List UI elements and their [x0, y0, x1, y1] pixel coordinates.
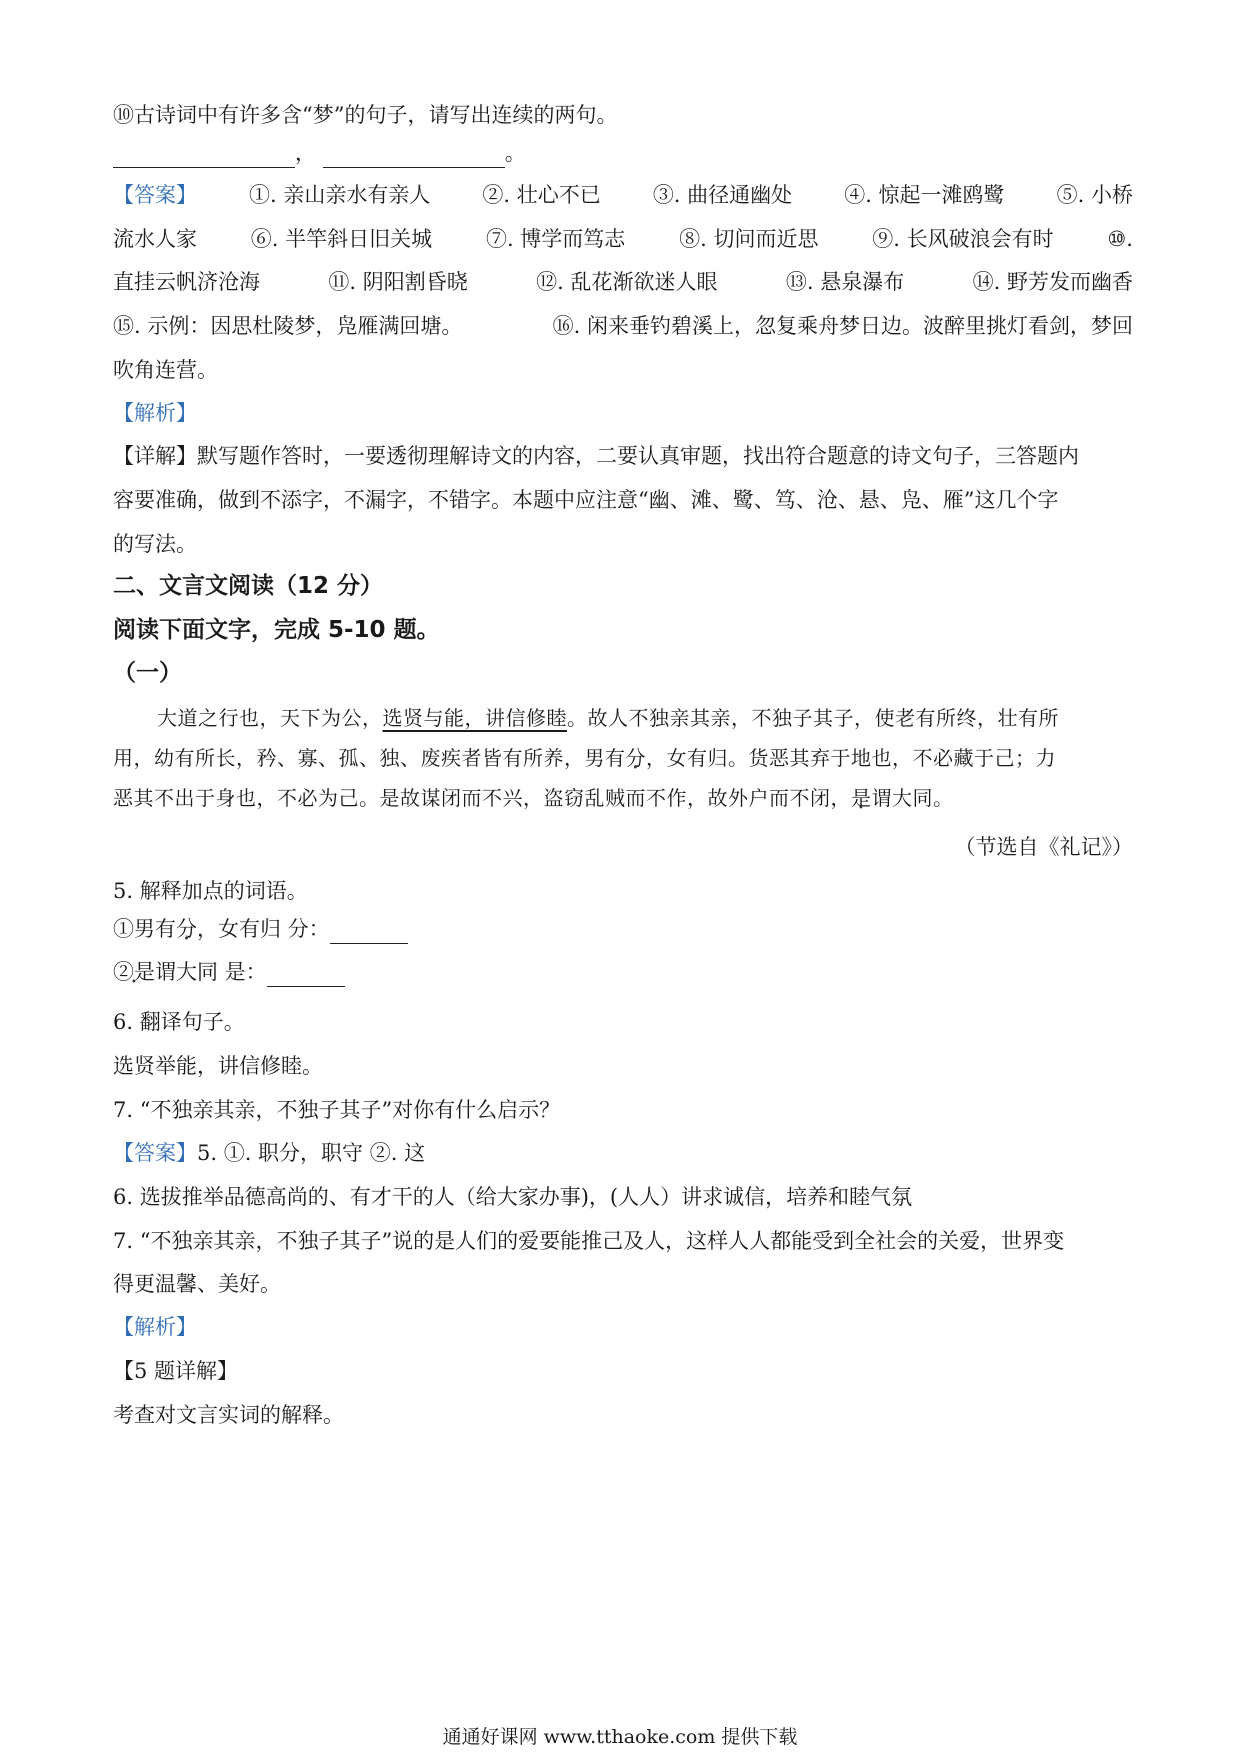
blank-2[interactable]	[323, 145, 505, 168]
answer-row-3	[113, 267, 1133, 297]
answer-item: ⑨. 长风破浪会有时	[872, 227, 1054, 251]
question-10: ⑩古诗词中有许多含“梦”的句子，请写出连续的两句。	[113, 103, 618, 127]
question-text: 谓大同 是：	[155, 960, 267, 984]
blank-1[interactable]	[113, 145, 295, 168]
section-instruction: 阅读下面文字，完成 5-10 题。	[113, 617, 440, 643]
analysis-text: 的写法。	[113, 532, 197, 556]
answer-item: ⑪. 阴阳割昏晓	[328, 270, 468, 294]
question-5: 5. 解释加点的词语。	[113, 879, 308, 903]
footer-watermark: 通通好课网 www.tthaoke.com 提供下载	[442, 1726, 798, 1748]
answer-item: 流水人家	[113, 227, 197, 251]
question-text: ①男有	[113, 917, 176, 941]
answer-7: 7. “不独亲其亲，不独子其子”说的是人们的爱要能推己及人，这样人人都能受到全社会的关爱，世界变	[113, 1229, 1065, 1253]
answer-item: ⑯. 闲来垂钓碧溪上，忽复乘舟梦日边。波醉里挑灯看剑，梦回	[552, 314, 1133, 338]
answer-item: ⑫. 乱花渐欲迷人眼	[536, 270, 718, 294]
answer-6: 6. 选拔推举品德高尚的、有才干的人（给大家办事)，(人人）讲求诚信，培养和睦气氛	[113, 1185, 913, 1209]
passage-source: （节选自《礼记》）	[954, 835, 1133, 859]
answer-item: 直挂云帆济沧海	[113, 270, 260, 294]
passage-text: 用，幼有所长，矜、寡、孤、独、废疾者皆有所养，男有	[113, 746, 626, 770]
underlined-sentence: 选贤与能，讲信修睦	[382, 706, 567, 730]
answer-blank[interactable]	[267, 964, 345, 987]
q5-detail-heading: 【5 题详解】	[113, 1359, 239, 1383]
passage-text: ，女有归。货恶其弃于地也，不必藏于己；力	[646, 746, 1056, 770]
passage-text: 大道之行也，天下为公，	[157, 706, 383, 730]
answer-7-cont: 得更温馨、美好。	[113, 1272, 281, 1296]
answer-item: ①. 亲山亲水有亲人	[249, 183, 431, 207]
question-6: 6. 翻译句子。	[113, 1010, 245, 1034]
blank-separator: ，	[295, 141, 316, 165]
dotted-word: 是	[851, 786, 872, 810]
answer-item: ④. 惊起一滩鸥鹭	[844, 183, 1005, 207]
analysis-text: 【详解】默写题作答时，一要透彻理解诗文的内容，二要认真审题，找出符合题意的诗文句子，三答题内	[113, 444, 1079, 468]
answer-text: 5. ①. 职分，职守 ②. 这	[197, 1141, 426, 1165]
question-5-1	[113, 914, 1133, 944]
answer-blanks	[113, 138, 1133, 168]
answer-item: ⑦. 博学而笃志	[485, 227, 626, 251]
question-5-2	[113, 957, 1133, 987]
answer-item: ⑤. 小桥	[1056, 183, 1133, 207]
analysis-text: 容要准确，做到不添字，不漏字，不错字。本题中应注意“幽、滩、鹭、笃、沧、悬、凫、雁”这几个字	[113, 488, 1059, 512]
answer-item: ⑬. 悬泉瀑布	[785, 270, 905, 294]
q5-detail-text: 考查对文言实词的解释。	[113, 1403, 344, 1427]
passage-text: 。故人不独亲其亲，不独子其子，使老有所终，壮有所	[567, 706, 1059, 730]
answer-blank[interactable]	[330, 921, 408, 944]
blank-end: 。	[504, 141, 526, 165]
answer-label: 【答案】	[113, 183, 197, 207]
answer-item: ⑩.	[1107, 227, 1133, 251]
answer-item: ⑭. 野芳发而幽香	[972, 270, 1133, 294]
analysis-label: 【解析】	[113, 401, 197, 425]
answer-label: 【答案】	[113, 1141, 197, 1165]
answer-item: ⑧. 切问而近思	[679, 227, 819, 251]
question-text: ，女有归 分：	[197, 917, 330, 941]
question-7: 7. “不独亲其亲，不独子其子”对你有什么启示？	[113, 1098, 561, 1122]
answer-item: ⑮. 示例：因思杜陵梦，凫雁满回塘。	[113, 314, 463, 338]
answer-row-5: 吹角连营。	[113, 358, 218, 382]
section-title: 二、文言文阅读（12 分）	[113, 573, 384, 599]
dotted-word: ②是 •	[113, 960, 155, 984]
part-heading: （一）	[113, 660, 182, 686]
answer-row-2	[113, 224, 1133, 254]
answer-row-4	[113, 311, 1133, 341]
question-6-sentence: 选贤举能，讲信修睦。	[113, 1054, 323, 1078]
passage-line-2	[113, 743, 1133, 773]
passage-text: 谓大同。	[871, 786, 954, 810]
passage-text: 恶其不出于身也，不必为己。是故谋闭而不兴，盗窃乱贼而不作，故外户而不闭，	[113, 786, 851, 810]
answer-row-1	[113, 180, 1133, 210]
passage-line-3	[113, 783, 1133, 813]
dotted-word: 分	[625, 746, 646, 770]
dotted-word: 分	[176, 917, 197, 941]
answer-item: ③. 曲径通幽处	[652, 183, 793, 207]
answer-item: ②. 壮心不已	[482, 183, 601, 207]
answer-2-row	[113, 1138, 1133, 1168]
passage-line-1	[157, 703, 1177, 733]
analysis-label: 【解析】	[113, 1315, 197, 1339]
answer-item: ⑥. 半竿斜日旧关城	[250, 227, 433, 251]
